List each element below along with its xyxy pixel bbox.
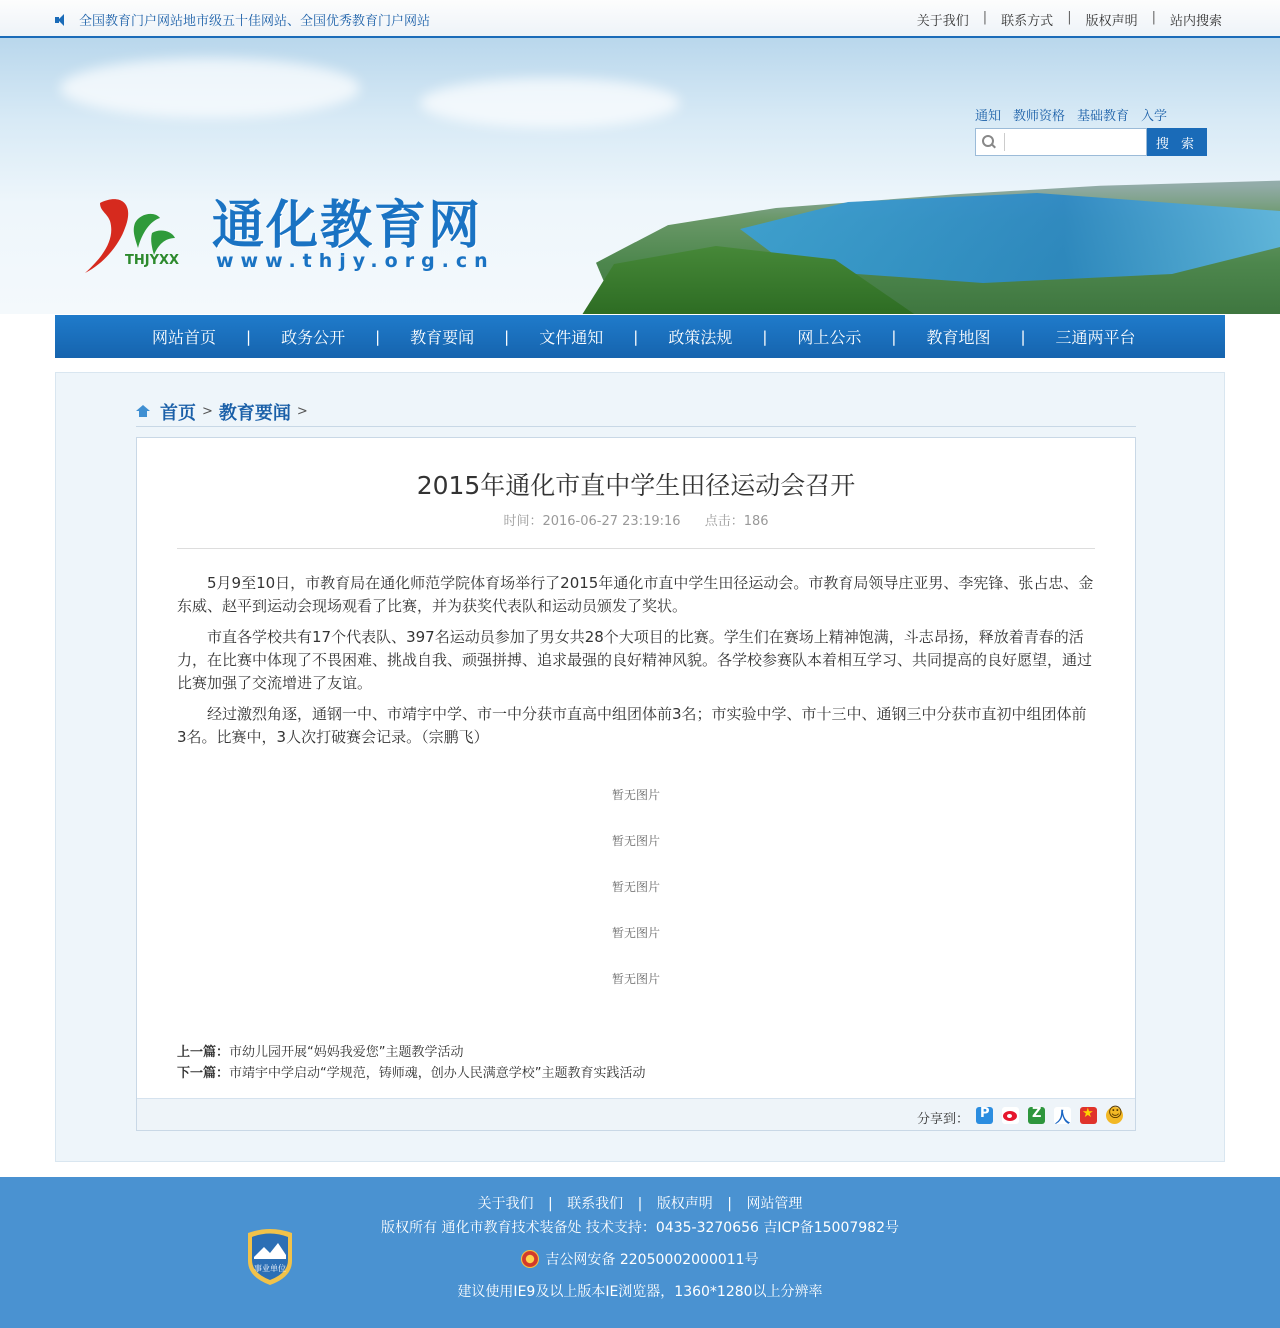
- image-placeholder: 暂无图片: [611, 788, 660, 802]
- main-nav: [55, 315, 1225, 358]
- separator: |: [548, 1196, 553, 1212]
- breadcrumb-section[interactable]: 教育要闻: [218, 402, 291, 424]
- footer-link-copyright[interactable]: 版权声明: [656, 1196, 713, 1212]
- separator: |: [982, 10, 988, 25]
- share-icons: [976, 1107, 1123, 1124]
- search-icon: [982, 135, 996, 149]
- police-badge-icon: [521, 1250, 539, 1268]
- nav-item-public-notice[interactable]: 网上公示: [797, 328, 862, 347]
- breadcrumb-separator: >: [202, 404, 213, 419]
- separator: |: [1151, 10, 1156, 25]
- article-paragraph: 经过激烈角逐，通钢一中、市靖宇中学、市一中分获市直高中组团体前3名；市实验中学、市十三中、通钢三中分获市直初中组团体前3名。比赛中，3人次打破赛会记录。（宗鹏飞）: [177, 705, 1087, 746]
- article-paragraph: 市直各学校共有17个代表队、397名运动员参加了男女共28个大项目的比赛。学生们在赛场上精神饱满，斗志昂扬，释放着青春的活力，在比赛中体现了不畏困难、挑战自我、顽强拼搏、追求最强的良好精神风貌。各学校参赛队本着相互学习、共同提高的良好愿望，通过比赛加强了交流增进了友谊。: [177, 628, 1093, 692]
- face-icon[interactable]: [1106, 1107, 1123, 1124]
- footer-copyright: 版权所有 通化市教育技术装备处 技术支持：0435-3270656 吉ICP备15007982号: [381, 1220, 899, 1236]
- footer-browser-tip: 建议使用IE9及以上版本IE浏览器，1360*1280以上分辨率: [457, 1284, 823, 1300]
- image-placeholder: 暂无图片: [611, 926, 660, 940]
- douban-icon[interactable]: [1028, 1107, 1045, 1124]
- prev-article: [177, 1042, 646, 1063]
- logo-abbreviation: THJYXX: [125, 253, 180, 268]
- separator: |: [762, 327, 768, 346]
- breadcrumb: [136, 397, 1136, 427]
- article-paragraph: 5月9至10日，市教育局在通化师范学院体育场举行了2015年通化市直中学生田径运动会。市教育局领导庄亚男、李宪锋、张占忠、金东威、赵平到运动会现场观看了比赛，并为获奖代表队和运动员颁发了奖状。: [177, 574, 1094, 615]
- separator: |: [246, 327, 252, 346]
- search-button[interactable]: 搜 索: [1147, 128, 1207, 156]
- top-link-search[interactable]: 站内搜索: [1169, 14, 1222, 29]
- nav-item-education-news[interactable]: 教育要闻: [410, 328, 475, 347]
- cloud-decoration: [60, 58, 360, 118]
- weibo-icon[interactable]: [1002, 1107, 1019, 1124]
- separator: |: [891, 327, 897, 346]
- top-links: [917, 10, 1222, 29]
- divider: [1004, 133, 1005, 151]
- next-article-label: 下一篇：: [177, 1066, 230, 1081]
- site-notice: [55, 10, 430, 29]
- prev-article-label: 上一篇：: [177, 1045, 230, 1060]
- footer-links: [0, 1193, 1280, 1213]
- header-banner: [0, 38, 1280, 314]
- image-placeholder: 暂无图片: [611, 880, 660, 894]
- star-icon[interactable]: [1080, 1107, 1097, 1124]
- breadcrumb-separator: >: [296, 404, 308, 419]
- quick-link-enrollment[interactable]: 入学: [1141, 109, 1168, 124]
- institution-badge-icon[interactable]: [244, 1227, 296, 1287]
- quick-link-teacher-qualification[interactable]: 教师资格: [1013, 109, 1066, 124]
- renren-icon[interactable]: [1054, 1107, 1071, 1124]
- speaker-icon: [55, 14, 69, 26]
- image-placeholder: 暂无图片: [611, 834, 660, 848]
- separator: |: [727, 1196, 732, 1212]
- breadcrumb-home[interactable]: 首页: [160, 402, 196, 424]
- separator: |: [1020, 327, 1026, 346]
- footer-link-admin[interactable]: 网站管理: [746, 1196, 803, 1212]
- search-input[interactable]: [975, 128, 1147, 156]
- next-article: [177, 1063, 646, 1084]
- nav-item-home[interactable]: 网站首页: [152, 328, 217, 347]
- content-panel: [55, 372, 1225, 1162]
- separator: |: [1067, 10, 1072, 25]
- site-notice-text: 全国教育门户网站地市级五十佳网站、全国优秀教育门户网站: [79, 14, 431, 29]
- qzone-icon[interactable]: [976, 1107, 993, 1124]
- next-article-link[interactable]: 市靖宇中学启动“学规范，铸师魂，创办人民满意学校”主题教育实践活动: [229, 1066, 646, 1081]
- article-time: 时间：2016-06-27 23:19:16: [503, 514, 681, 529]
- share-label: 分享到：: [916, 1112, 969, 1127]
- badge-text: 事业单位: [254, 1264, 286, 1273]
- separator: |: [375, 327, 381, 346]
- image-placeholder: 暂无图片: [611, 972, 660, 986]
- footer-police-record: [0, 1249, 1280, 1269]
- top-link-copyright[interactable]: 版权声明: [1085, 14, 1138, 29]
- top-link-contact[interactable]: 联系方式: [1001, 14, 1054, 29]
- top-bar: [0, 0, 1280, 38]
- article-navigation: [177, 1042, 646, 1084]
- nav-item-file-notices[interactable]: 文件通知: [539, 328, 604, 347]
- article-hits: 点击：186: [704, 514, 769, 529]
- quick-link-notice[interactable]: 通知: [975, 109, 1002, 124]
- police-record-link[interactable]: 吉公网安备 22050002000011号: [545, 1252, 759, 1268]
- nav-item-government-affairs[interactable]: 政务公开: [281, 328, 346, 347]
- site-url: www.thjy.org.cn: [216, 250, 495, 272]
- divider: [177, 548, 1095, 549]
- prev-article-link[interactable]: 市幼儿园开展“妈妈我爱您”主题教学活动: [229, 1045, 464, 1060]
- home-icon: [136, 405, 150, 418]
- footer-link-about[interactable]: 关于我们: [477, 1196, 534, 1212]
- site-title[interactable]: 通化教育网: [212, 195, 483, 256]
- top-link-about[interactable]: 关于我们: [916, 14, 969, 29]
- separator: |: [637, 1196, 643, 1212]
- quick-links: [975, 105, 1167, 124]
- footer-link-contact[interactable]: 联系我们: [567, 1196, 624, 1212]
- separator: |: [633, 327, 639, 346]
- search-form: [975, 128, 1207, 156]
- nav-item-platform[interactable]: 三通两平台: [1055, 328, 1136, 347]
- nav-item-policies[interactable]: 政策法规: [668, 328, 733, 347]
- article-meta: [137, 510, 1135, 529]
- article: [136, 437, 1136, 1131]
- separator: |: [504, 327, 510, 346]
- article-body: [177, 572, 1095, 757]
- footer: [0, 1177, 1280, 1328]
- cloud-decoration: [420, 78, 680, 128]
- quick-link-basic-education[interactable]: 基础教育: [1077, 109, 1130, 124]
- article-title: 2015年通化市直中学生田径运动会召开: [416, 471, 856, 500]
- share-bar: [137, 1098, 1135, 1130]
- nav-item-education-map[interactable]: 教育地图: [926, 328, 991, 347]
